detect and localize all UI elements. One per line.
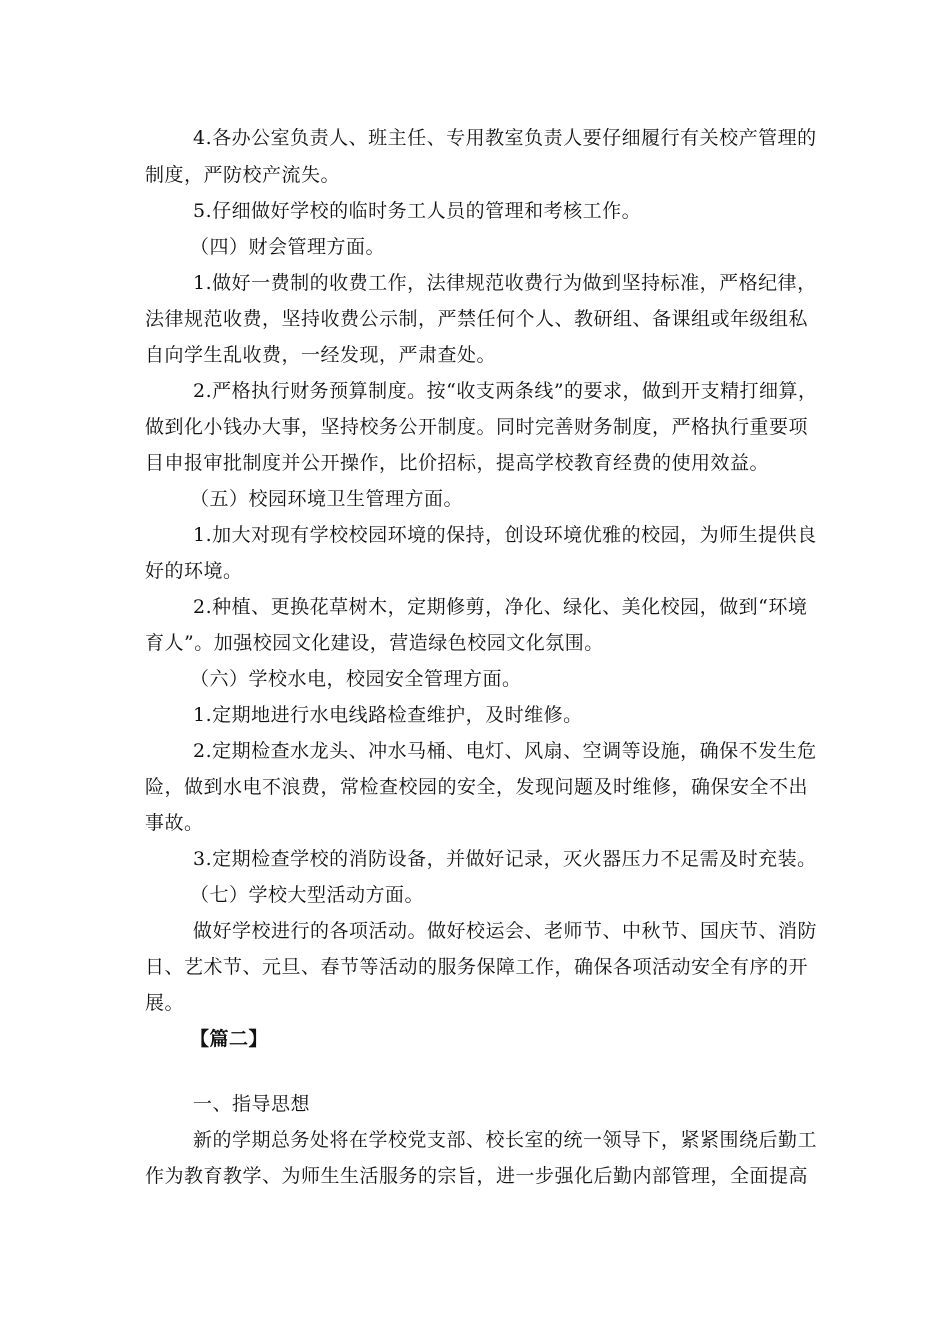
text-line: 5.仔细做好学校的临时务工人员的管理和考核工作。 (193, 200, 642, 222)
text-line: 育人”。加强校园文化建设，营造绿色校园文化氛围。 (145, 632, 604, 654)
text-line: 制度，严防校产流失。 (145, 164, 341, 186)
text-line: 自向学生乱收费，一经发现，严肃查处。 (145, 344, 497, 366)
text-line: 2.严格执行财务预算制度。按“收支两条线”的要求，做到开支精打细算， (193, 380, 818, 402)
section-heading: （六）学校水电，校园安全管理方面。 (190, 668, 522, 690)
section-heading: （七）学校大型活动方面。 (190, 884, 425, 906)
text-line: 4.各办公室负责人、班主任、专用教室负责人要仔细履行有关校产管理的 (193, 127, 817, 149)
text-line: 展。 (145, 992, 185, 1014)
text-line: 1.做好一费制的收费工作，法律规范收费行为做到坚持标准，严格纪律， (193, 272, 817, 294)
text-line: 1.加大对现有学校校园环境的保持，创设环境优雅的校园，为师生提供良 (193, 524, 817, 546)
section-heading: 一、指导思想 (193, 1093, 311, 1115)
text-line: 好的环境。 (145, 560, 243, 582)
text-line: 2.定期检查水龙头、冲水马桶、电灯、风扇、空调等设施，确保不发生危 (193, 740, 817, 762)
text-line: 做好学校进行的各项活动。做好校运会、老师节、中秋节、国庆节、消防 (193, 920, 818, 942)
text-line: 日、艺术节、元旦、春节等活动的服务保障工作，确保各项活动安全有序的开 (145, 956, 809, 978)
text-line: 3.定期检查学校的消防设备，并做好记录，灭火器压力不足需及时充装。 (193, 848, 817, 870)
text-line: 做到化小钱办大事，坚持校务公开制度。同时完善财务制度，严格执行重要项 (145, 416, 809, 438)
text-line: 1.定期地进行水电线路检查维护，及时维修。 (193, 704, 583, 726)
section-heading: （五）校园环境卫生管理方面。 (190, 488, 464, 510)
text-line: 险，做到水电不浪费，常检查校园的安全，发现问题及时维修，确保安全不出 (145, 776, 809, 798)
section-heading: （四）财会管理方面。 (190, 236, 386, 258)
text-line: 目申报审批制度并公开操作，比价招标，提高学校教育经费的使用效益。 (145, 452, 770, 474)
text-line: 法律规范收费，坚持收费公示制，严禁任何个人、教研组、备课组或年级组私 (145, 308, 809, 330)
text-line: 事故。 (145, 812, 204, 834)
text-line: 2.种植、更换花草树木，定期修剪，净化、绿化、美化校园，做到“环境 (193, 596, 808, 618)
text-line: 作为教育教学、为师生生活服务的宗旨，进一步强化后勤内部管理，全面提高 (145, 1165, 809, 1187)
text-line: 新的学期总务处将在学校党支部、校长室的统一领导下，紧紧围绕后勤工 (193, 1129, 818, 1151)
part-heading: 【篇二】 (190, 1028, 269, 1050)
